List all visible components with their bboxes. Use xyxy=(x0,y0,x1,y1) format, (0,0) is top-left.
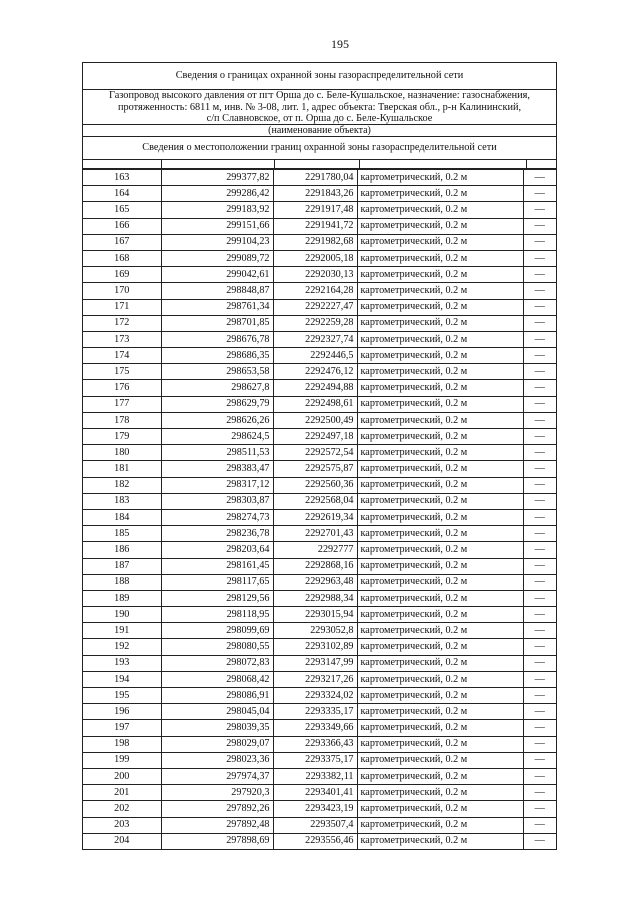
method-accuracy: картометрический, 0.2 м xyxy=(357,234,523,250)
method-accuracy: картометрический, 0.2 м xyxy=(357,574,523,590)
method-accuracy: картометрический, 0.2 м xyxy=(357,396,523,412)
point-number: 196 xyxy=(83,704,161,720)
coordinate-y: 2292498,61 xyxy=(273,396,357,412)
coordinate-y: 2292619,34 xyxy=(273,509,357,525)
coordinate-x: 299089,72 xyxy=(161,250,273,266)
method-accuracy: картометрический, 0.2 м xyxy=(357,445,523,461)
point-number: 181 xyxy=(83,461,161,477)
point-number: 192 xyxy=(83,639,161,655)
coordinate-x: 298676,78 xyxy=(161,331,273,347)
coordinate-y: 2293102,89 xyxy=(273,639,357,655)
description-dash: — xyxy=(523,671,556,687)
method-accuracy: картометрический, 0.2 м xyxy=(357,461,523,477)
method-accuracy: картометрический, 0.2 м xyxy=(357,250,523,266)
description-dash: — xyxy=(523,574,556,590)
coordinate-y: 2291982,68 xyxy=(273,234,357,250)
table-row xyxy=(83,607,556,623)
coordinate-x: 298848,87 xyxy=(161,283,273,299)
point-number: 199 xyxy=(83,752,161,768)
coordinate-y: 2291780,04 xyxy=(273,170,357,186)
point-number: 186 xyxy=(83,542,161,558)
table-row xyxy=(83,250,556,266)
method-accuracy: картометрический, 0.2 м xyxy=(357,331,523,347)
coordinate-x: 298080,55 xyxy=(161,639,273,655)
coordinate-y: 2292164,28 xyxy=(273,283,357,299)
point-number: 188 xyxy=(83,574,161,590)
description-dash: — xyxy=(523,509,556,525)
point-number: 198 xyxy=(83,736,161,752)
point-number: 170 xyxy=(83,283,161,299)
point-number: 183 xyxy=(83,493,161,509)
method-accuracy: картометрический, 0.2 м xyxy=(357,526,523,542)
table-row xyxy=(83,704,556,720)
coordinate-y: 2293217,26 xyxy=(273,671,357,687)
coordinate-y: 2292327,74 xyxy=(273,331,357,347)
coordinate-y: 2292259,28 xyxy=(273,315,357,331)
table-row xyxy=(83,186,556,202)
method-accuracy: картометрический, 0.2 м xyxy=(357,348,523,364)
description-dash: — xyxy=(523,720,556,736)
point-number: 184 xyxy=(83,509,161,525)
method-accuracy: картометрический, 0.2 м xyxy=(357,412,523,428)
coordinate-x: 298701,85 xyxy=(161,315,273,331)
coordinate-x: 298383,47 xyxy=(161,461,273,477)
table-row xyxy=(83,736,556,752)
point-number: 187 xyxy=(83,558,161,574)
description-dash: — xyxy=(523,558,556,574)
method-accuracy: картометрический, 0.2 м xyxy=(357,768,523,784)
coordinate-y: 2292868,16 xyxy=(273,558,357,574)
description-dash: — xyxy=(523,688,556,704)
description-dash: — xyxy=(523,736,556,752)
method-accuracy: картометрический, 0.2 м xyxy=(357,364,523,380)
description-dash: — xyxy=(523,331,556,347)
table-row xyxy=(83,688,556,704)
description-dash: — xyxy=(523,526,556,542)
coordinate-x: 297920,3 xyxy=(161,785,273,801)
point-number: 204 xyxy=(83,833,161,849)
description-dash: — xyxy=(523,202,556,218)
table-row xyxy=(83,493,556,509)
method-accuracy: картометрический, 0.2 м xyxy=(357,704,523,720)
coordinate-x: 298511,53 xyxy=(161,445,273,461)
point-number: 167 xyxy=(83,234,161,250)
point-number: 166 xyxy=(83,218,161,234)
point-number: 172 xyxy=(83,315,161,331)
method-accuracy: картометрический, 0.2 м xyxy=(357,833,523,849)
table-row xyxy=(83,590,556,606)
table-row xyxy=(83,655,556,671)
table-row xyxy=(83,315,556,331)
table-row xyxy=(83,542,556,558)
table-row xyxy=(83,267,556,283)
coordinate-x: 298086,91 xyxy=(161,688,273,704)
table-row xyxy=(83,833,556,849)
point-number: 178 xyxy=(83,412,161,428)
table-row xyxy=(83,202,556,218)
point-number: 185 xyxy=(83,526,161,542)
method-accuracy: картометрический, 0.2 м xyxy=(357,170,523,186)
method-accuracy: картометрический, 0.2 м xyxy=(357,509,523,525)
description-dash: — xyxy=(523,283,556,299)
point-number: 202 xyxy=(83,801,161,817)
description-dash: — xyxy=(523,817,556,833)
coordinate-y: 2293507,4 xyxy=(273,817,357,833)
point-number: 164 xyxy=(83,186,161,202)
coordinate-y: 2292988,34 xyxy=(273,590,357,606)
point-number: 193 xyxy=(83,655,161,671)
coordinate-y: 2292575,87 xyxy=(273,461,357,477)
method-accuracy: картометрический, 0.2 м xyxy=(357,299,523,315)
description-dash: — xyxy=(523,396,556,412)
description-dash: — xyxy=(523,623,556,639)
coordinate-y: 2293423,19 xyxy=(273,801,357,817)
table-row xyxy=(83,170,556,186)
table-row xyxy=(83,364,556,380)
object-line-2: протяженность: 6811 м, инв. № 3-08, лит. 1, адрес объекта: Тверская обл., р-н Калининский, xyxy=(117,101,522,113)
description-dash: — xyxy=(523,801,556,817)
description-dash: — xyxy=(523,267,556,283)
section-title: Сведения о местоположении границ охранной зоны газораспределительной сети xyxy=(83,137,556,160)
method-accuracy: картометрический, 0.2 м xyxy=(357,639,523,655)
coordinate-y: 2291843,26 xyxy=(273,186,357,202)
table-row xyxy=(83,574,556,590)
table-row xyxy=(83,218,556,234)
coordinate-x: 298129,56 xyxy=(161,590,273,606)
coordinate-x: 297892,48 xyxy=(161,817,273,833)
coordinate-x: 299151,66 xyxy=(161,218,273,234)
coordinate-x: 298068,42 xyxy=(161,671,273,687)
coordinate-y: 2292005,18 xyxy=(273,250,357,266)
coordinate-y: 2293147,99 xyxy=(273,655,357,671)
method-accuracy: картометрический, 0.2 м xyxy=(357,623,523,639)
coordinate-y: 2293401,41 xyxy=(273,785,357,801)
table-row xyxy=(83,817,556,833)
table-row xyxy=(83,671,556,687)
point-number: 179 xyxy=(83,429,161,445)
method-accuracy: картометрический, 0.2 м xyxy=(357,688,523,704)
table-row xyxy=(83,801,556,817)
table-row xyxy=(83,639,556,655)
coordinate-x: 298118,95 xyxy=(161,607,273,623)
coordinate-y: 2293349,66 xyxy=(273,720,357,736)
point-number: 189 xyxy=(83,590,161,606)
point-number: 173 xyxy=(83,331,161,347)
method-accuracy: картометрический, 0.2 м xyxy=(357,671,523,687)
coordinate-x: 298023,36 xyxy=(161,752,273,768)
coordinate-x: 299377,82 xyxy=(161,170,273,186)
coordinate-x: 298072,83 xyxy=(161,655,273,671)
description-dash: — xyxy=(523,299,556,315)
description-dash: — xyxy=(523,218,556,234)
description-dash: — xyxy=(523,412,556,428)
point-number: 175 xyxy=(83,364,161,380)
method-accuracy: картометрический, 0.2 м xyxy=(357,380,523,396)
table-row xyxy=(83,299,556,315)
description-dash: — xyxy=(523,348,556,364)
point-number: 171 xyxy=(83,299,161,315)
table-row xyxy=(83,283,556,299)
object-line-1: Газопровод высокого давления от пгт Орша до с. Беле-Кушальское, назначение: газоснабжения, xyxy=(109,89,530,101)
object-caption: (наименование объекта) xyxy=(83,125,556,137)
coordinates-table xyxy=(83,169,556,849)
coordinate-y: 2293375,17 xyxy=(273,752,357,768)
coordinate-y: 2292497,18 xyxy=(273,429,357,445)
point-number: 176 xyxy=(83,380,161,396)
method-accuracy: картометрический, 0.2 м xyxy=(357,736,523,752)
coordinate-y: 2293556,46 xyxy=(273,833,357,849)
table-row xyxy=(83,768,556,784)
coordinate-y: 2292560,36 xyxy=(273,477,357,493)
description-dash: — xyxy=(523,542,556,558)
method-accuracy: картометрический, 0.2 м xyxy=(357,785,523,801)
point-number: 177 xyxy=(83,396,161,412)
coordinates-table-body xyxy=(83,170,556,849)
coordinate-x: 298624,5 xyxy=(161,429,273,445)
point-number: 191 xyxy=(83,623,161,639)
coordinate-x: 298686,35 xyxy=(161,348,273,364)
coordinate-y: 2292963,48 xyxy=(273,574,357,590)
method-accuracy: картометрический, 0.2 м xyxy=(357,429,523,445)
table-row xyxy=(83,380,556,396)
coordinate-x: 299286,42 xyxy=(161,186,273,202)
description-dash: — xyxy=(523,234,556,250)
coordinate-x: 298653,58 xyxy=(161,364,273,380)
method-accuracy: картометрический, 0.2 м xyxy=(357,477,523,493)
point-number: 203 xyxy=(83,817,161,833)
description-dash: — xyxy=(523,493,556,509)
method-accuracy: картометрический, 0.2 м xyxy=(357,752,523,768)
table-row xyxy=(83,412,556,428)
point-number: 201 xyxy=(83,785,161,801)
coordinate-y: 2292568,04 xyxy=(273,493,357,509)
method-accuracy: картометрический, 0.2 м xyxy=(357,267,523,283)
description-dash: — xyxy=(523,461,556,477)
coordinate-x: 297898,69 xyxy=(161,833,273,849)
point-number: 169 xyxy=(83,267,161,283)
method-accuracy: картометрический, 0.2 м xyxy=(357,542,523,558)
coordinate-y: 2293335,17 xyxy=(273,704,357,720)
coordinate-y: 2292701,43 xyxy=(273,526,357,542)
table-row xyxy=(83,477,556,493)
description-dash: — xyxy=(523,704,556,720)
table-row xyxy=(83,623,556,639)
point-number: 190 xyxy=(83,607,161,623)
point-number: 195 xyxy=(83,688,161,704)
object-line-3: с/п Славновское, от п. Орша до с. Беле-Кушальское xyxy=(206,113,433,125)
method-accuracy: картометрический, 0.2 м xyxy=(357,202,523,218)
table-row xyxy=(83,558,556,574)
coordinate-y: 2291941,72 xyxy=(273,218,357,234)
coordinate-y: 2293015,94 xyxy=(273,607,357,623)
description-dash: — xyxy=(523,170,556,186)
method-accuracy: картометрический, 0.2 м xyxy=(357,218,523,234)
coordinate-x: 298317,12 xyxy=(161,477,273,493)
page-number: 195 xyxy=(331,37,349,51)
table-row xyxy=(83,785,556,801)
description-dash: — xyxy=(523,380,556,396)
description-dash: — xyxy=(523,477,556,493)
point-number: 200 xyxy=(83,768,161,784)
table-row xyxy=(83,752,556,768)
table-row xyxy=(83,445,556,461)
table-spacer-row xyxy=(83,160,556,169)
table-row xyxy=(83,396,556,412)
coordinate-y: 2293382,11 xyxy=(273,768,357,784)
document-title: Сведения о границах охранной зоны газораспределительной сети xyxy=(83,63,556,90)
coordinate-x: 298627,8 xyxy=(161,380,273,396)
point-number: 165 xyxy=(83,202,161,218)
coordinate-y: 2292476,12 xyxy=(273,364,357,380)
method-accuracy: картометрический, 0.2 м xyxy=(357,801,523,817)
table-row xyxy=(83,461,556,477)
description-dash: — xyxy=(523,833,556,849)
method-accuracy: картометрический, 0.2 м xyxy=(357,720,523,736)
description-dash: — xyxy=(523,768,556,784)
method-accuracy: картометрический, 0.2 м xyxy=(357,315,523,331)
description-dash: — xyxy=(523,315,556,331)
point-number: 168 xyxy=(83,250,161,266)
table-row xyxy=(83,720,556,736)
table-row xyxy=(83,348,556,364)
method-accuracy: картометрический, 0.2 м xyxy=(357,283,523,299)
description-dash: — xyxy=(523,429,556,445)
description-dash: — xyxy=(523,250,556,266)
coordinate-x: 297892,26 xyxy=(161,801,273,817)
coordinate-y: 2292030,13 xyxy=(273,267,357,283)
table-row xyxy=(83,509,556,525)
coordinate-y: 2292500,49 xyxy=(273,412,357,428)
coordinate-x: 299104,23 xyxy=(161,234,273,250)
description-dash: — xyxy=(523,607,556,623)
point-number: 180 xyxy=(83,445,161,461)
method-accuracy: картометрический, 0.2 м xyxy=(357,493,523,509)
method-accuracy: картометрический, 0.2 м xyxy=(357,590,523,606)
table-row xyxy=(83,331,556,347)
table-row xyxy=(83,234,556,250)
coordinate-y: 2293324,02 xyxy=(273,688,357,704)
coordinate-y: 2292494,88 xyxy=(273,380,357,396)
method-accuracy: картометрический, 0.2 м xyxy=(357,655,523,671)
coordinate-y: 2291917,48 xyxy=(273,202,357,218)
coordinate-y: 2292227,47 xyxy=(273,299,357,315)
coordinate-x: 297974,37 xyxy=(161,768,273,784)
description-dash: — xyxy=(523,186,556,202)
coordinate-x: 298117,65 xyxy=(161,574,273,590)
coordinate-y: 2293366,43 xyxy=(273,736,357,752)
coordinate-x: 298274,73 xyxy=(161,509,273,525)
point-number: 197 xyxy=(83,720,161,736)
coordinate-x: 298203,64 xyxy=(161,542,273,558)
table-row xyxy=(83,526,556,542)
coordinate-x: 299183,92 xyxy=(161,202,273,218)
object-description xyxy=(83,90,556,125)
method-accuracy: картометрический, 0.2 м xyxy=(357,558,523,574)
coordinate-x: 298629,79 xyxy=(161,396,273,412)
coordinate-x: 298039,35 xyxy=(161,720,273,736)
method-accuracy: картометрический, 0.2 м xyxy=(357,817,523,833)
description-dash: — xyxy=(523,785,556,801)
coordinate-x: 298761,34 xyxy=(161,299,273,315)
coordinate-y: 2292777 xyxy=(273,542,357,558)
method-accuracy: картометрический, 0.2 м xyxy=(357,607,523,623)
coordinate-y: 2292572,54 xyxy=(273,445,357,461)
description-dash: — xyxy=(523,590,556,606)
coordinate-y: 2293052,8 xyxy=(273,623,357,639)
coordinate-x: 298161,45 xyxy=(161,558,273,574)
point-number: 182 xyxy=(83,477,161,493)
point-number: 194 xyxy=(83,671,161,687)
description-dash: — xyxy=(523,639,556,655)
description-dash: — xyxy=(523,445,556,461)
point-number: 174 xyxy=(83,348,161,364)
coordinate-x: 298303,87 xyxy=(161,493,273,509)
coordinate-x: 298236,78 xyxy=(161,526,273,542)
description-dash: — xyxy=(523,655,556,671)
boundary-document xyxy=(82,62,557,850)
coordinate-x: 298099,69 xyxy=(161,623,273,639)
coordinate-y: 2292446,5 xyxy=(273,348,357,364)
method-accuracy: картометрический, 0.2 м xyxy=(357,186,523,202)
point-number: 163 xyxy=(83,170,161,186)
coordinate-x: 299042,61 xyxy=(161,267,273,283)
coordinate-x: 298045,04 xyxy=(161,704,273,720)
table-row xyxy=(83,429,556,445)
description-dash: — xyxy=(523,364,556,380)
coordinate-x: 298626,26 xyxy=(161,412,273,428)
coordinate-x: 298029,07 xyxy=(161,736,273,752)
description-dash: — xyxy=(523,752,556,768)
